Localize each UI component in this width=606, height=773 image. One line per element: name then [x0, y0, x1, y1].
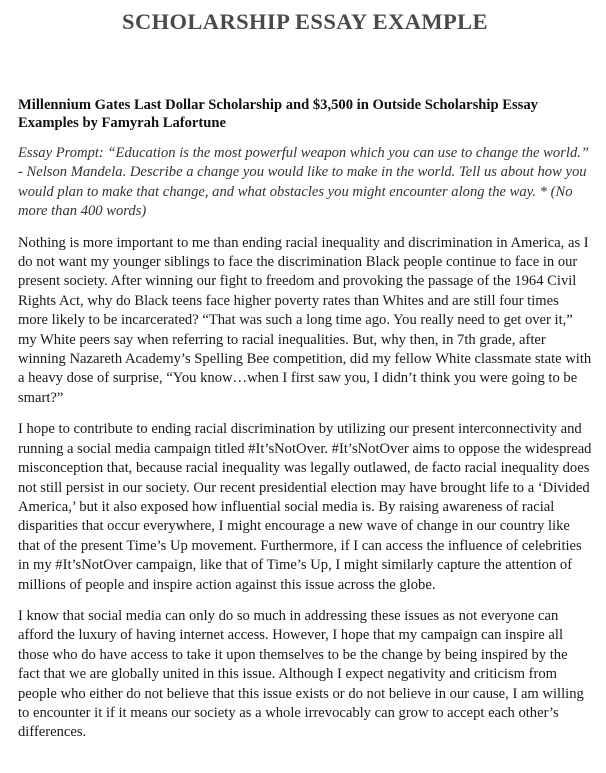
document-title: SCHOLARSHIP ESSAY EXAMPLE — [122, 9, 488, 34]
document-page — [18, 0, 592, 743]
essay-paragraph-1: Nothing is more important to me than ending racial inequality and discrimination in America, as I do not want my younger siblings to face the discrimination Black people continue to face in our present society. After winning our fight to freedom and provoking the passage of the 1964 Civil Rights Act, why do Black teens face higher poverty rates than Whites and are still four times more likely to be incarcerated? “That was such a long time ago. You really need to get over it,” my White peers say when referring to racial inequalities. But, why then, in 7th grade, after winning Nazareth Academy’s Spelling Bee competition, did my fellow White classmate state with a heavy dose of surprise, “You know…when I first saw you, I didn’t think you were going to be smart?” — [18, 234, 592, 406]
essay-paragraph-2: I hope to contribute to ending racial discrimination by utilizing our present interconnectivity and running a social media campaign titled #It’sNotOver. #It’sNotOver aims to oppose the widespread misconception that, because racial inequality was legally outlawed, de facto racial inequality does not still persist in our society. Our recent presidential election may have brought life to a ‘Divided America,’ but it also exposed how influential social media is. By raising awareness of racial disparities that occur everywhere, I might encourage a new wave of change in our country like that of the present Time’s Up movement. Furthermore, if I can access the influence of celebrities in my #It’sNotOver campaign, like that of Time’s Up, I might similarly capture the attention of millions of people and inspire action against this issue across the globe. — [18, 421, 592, 593]
essay-prompt: Essay Prompt: “Education is the most powerful weapon which you can use to change the world.” - Nelson Mandela. Describe a change you would like to make in the world. Tell us about how you would plan to make that change, and what obstacles you might encounter along the way. * (No more than 400 words) — [18, 145, 590, 220]
essay-paragraph-3: I know that social media can only do so much in addressing these issues as not everyone can afford the luxury of having internet access. However, I hope that my campaign can inspire all those who do have access to take it upon themselves to be the change by being inspired by the fact that we are globally united in this issue. Although I expect negativity and criticism from people who either do not believe that this issue exists or do not believe in our cause, I am willing to encounter it if it means our society as a whole irrevocably can grow to accept each other’s differences. — [18, 607, 584, 741]
essay-heading: Millennium Gates Last Dollar Scholarship and $3,500 in Outside Scholarship Essay Examples by Famyrah Lafortune — [18, 97, 538, 131]
